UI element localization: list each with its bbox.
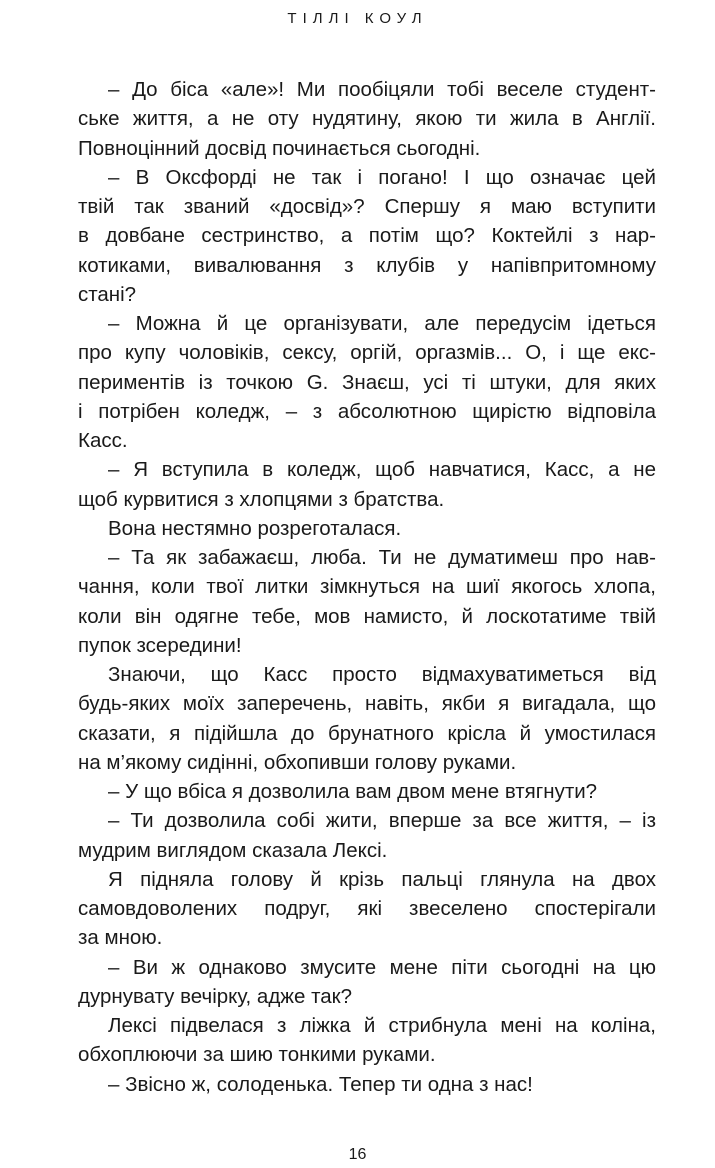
paragraph [78,543,656,660]
paragraph [78,777,656,806]
text-line: будь-яких моїх заперечень, навіть, якби я вигадала, що [78,692,656,716]
text-line: – У що вбіса я дозволила вам двом мене втягнути? [108,780,598,803]
text-line: на м’якому сидінні, обхопивши голову руками. [78,750,517,774]
text-line: твій так званий «досвід»? Спершу я маю вступити [78,195,656,218]
paragraph [78,455,656,514]
text-line: чання, коли твої литки зімкнуться на шиї якогось хлопа, [78,575,656,599]
paragraph [78,1070,656,1099]
paragraph [78,865,656,953]
text-line: стані? [78,282,137,306]
text-line: в довбане сестринство, а потім що? Коктейлі з нар- [78,224,656,248]
text-line: обхоплюючи за шию тонкими руками. [78,1043,436,1067]
paragraph [78,514,656,543]
text-line: – Звісно ж, солоденька. Тепер ти одна з нас! [108,1072,533,1096]
paragraph [78,953,656,1012]
text-line: – Можна й це організувати, але передусім ідеться [108,312,656,335]
text-line: і потрібен коледж, – з абсолютною щирістю відповіла [78,399,656,423]
text-line: ське життя, а не оту нудятину, якою ти жила в Англії. [78,107,656,131]
text-line: котиками, вивалювання з клубів у напівпритомному [78,253,656,277]
text-line: Касс. [78,429,128,452]
paragraph [78,1011,656,1070]
text-line: Я підняла голову й крізь пальці глянула на двох [108,867,656,891]
text-line: – Та як забажаєш, люба. Ти не думатимеш про нав- [108,546,656,569]
text-line: Лексі підвелася з ліжка й стрибнула мені на коліна, [108,1014,656,1037]
text-line: про купу чоловіків, сексу, оргій, оргазмів... О, і ще екс- [78,341,656,365]
text-line: периментів із точкою G. Знаєш, усі ті штуки, для яких [78,370,656,394]
paragraph [78,660,656,777]
text-line: самовдоволених подруг, які звеселено спостерігали [78,897,656,920]
text-line: коли він одягне тебе, мов намисто, й лоскотатиме твій [78,604,656,628]
page-body [78,75,656,1099]
text-line: мудрим виглядом сказала Лексі. [78,838,388,862]
text-line: пупок зсередини! [78,633,242,657]
paragraph [78,309,656,455]
text-line: – Ви ж однаково змусите мене піти сьогодні на цю [108,955,656,979]
paragraph [78,806,656,865]
text-line: за мною. [78,926,163,950]
text-line: Знаючи, що Касс просто відмахуватиметься від [108,663,656,686]
text-line: – В Оксфорді не так і погано! І що означає цей [108,165,656,189]
text-line: Вона нестямно розреготалася. [108,516,402,540]
running-header: ТІЛЛІ КОУЛ [287,10,428,27]
paragraph [78,75,656,163]
text-line: щоб курвитися з хлопцями з братства. [78,487,445,511]
text-line: Повноцінний досвід починається сьогодні. [78,136,481,160]
paragraph [78,163,656,309]
text-line: дурнувату вечірку, адже так? [78,984,353,1008]
text-line: – Ти дозволила собі жити, вперше за все життя, – із [108,809,656,833]
text-line: сказати, я підійшла до брунатного крісла й умостилася [78,721,656,745]
text-line: – До біса «але»! Ми пообіцяли тобі веселе студент- [108,78,656,101]
page-number: 16 [348,1146,367,1163]
text-line: – Я вступила в коледж, щоб навчатися, Касс, а не [108,458,656,482]
